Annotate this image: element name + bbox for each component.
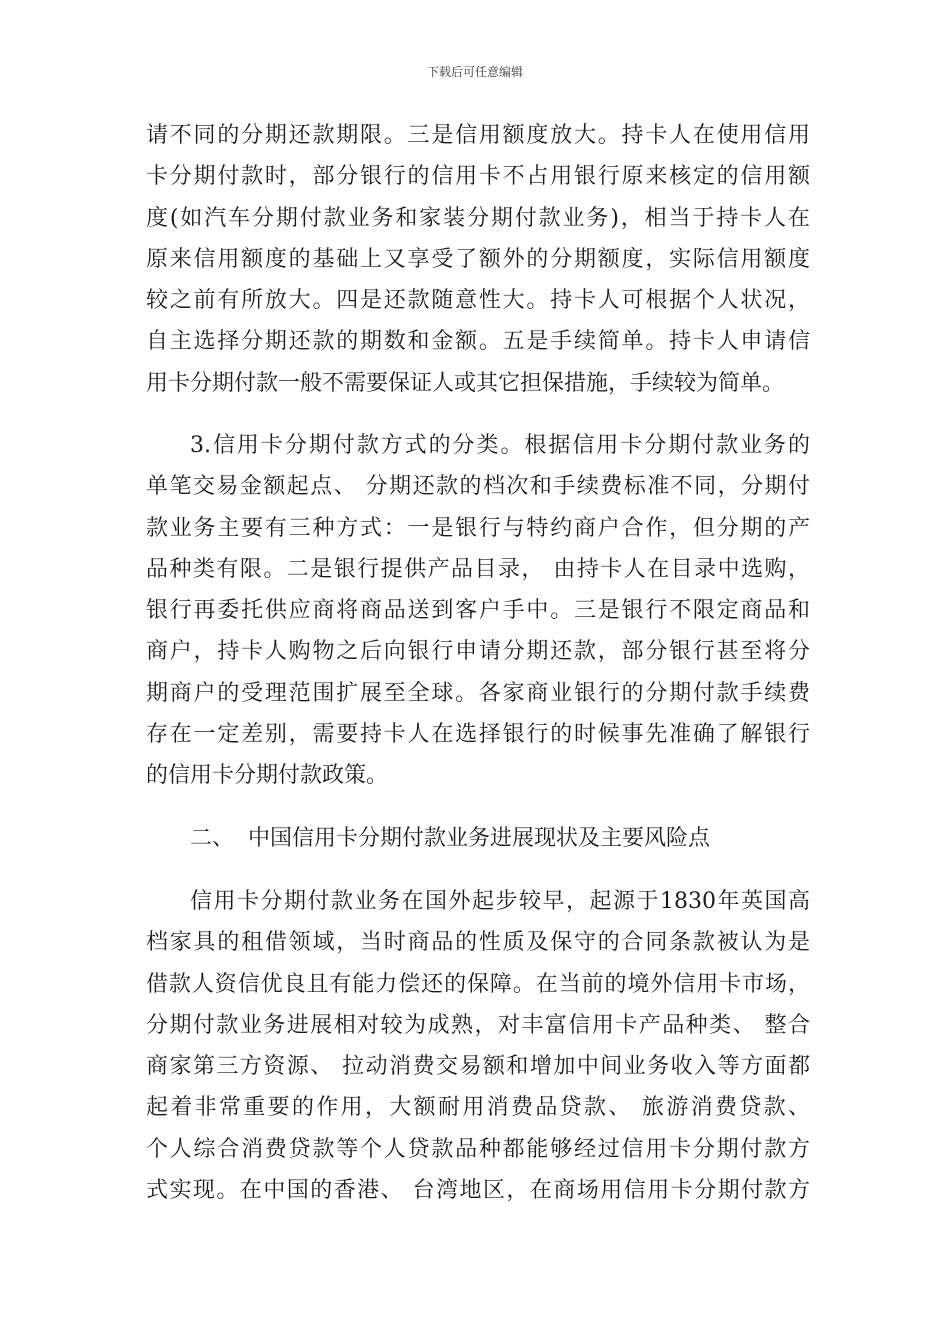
paragraph-line: 3.信用卡分期付款方式的分类。根据信用卡分期付款业务的 xyxy=(190,433,810,458)
paragraph-line: 分期付款业务进展相对较为成熟，对丰富信用卡产品种类、 整合 xyxy=(146,1012,810,1038)
paragraph-development-abroad xyxy=(146,881,810,1211)
paragraph-installment-features xyxy=(146,115,810,404)
paragraph-line: 请不同的分期还款期限。三是信用额度放大。持卡人在使用信用 xyxy=(146,123,810,148)
section-heading-text: 二、 中国信用卡分期付款业务进展现状及主要风险点 xyxy=(190,826,710,851)
paragraph-line: 较之前有所放大。四是还款随意性大。持卡人可根据个人状况， xyxy=(146,288,810,314)
paragraph-line: 期商户的受理范围扩展至全球。各家商业银行的分期付款手续费 xyxy=(146,680,810,706)
paragraph-line: 的信用卡分期付款政策。 xyxy=(146,763,389,789)
paragraph-installment-types xyxy=(146,425,810,797)
paragraph-line: 起着非常重要的作用，大额耐用消费品贷款、 旅游消费贷款、 xyxy=(146,1095,810,1121)
paragraph-line: 用卡分期付款一般不需要保证人或其它担保措施，手续较为简单。 xyxy=(146,370,785,396)
paragraph-line: 度(如汽车分期付款业务和家装分期付款业务)，相当于持卡人在 xyxy=(146,205,810,231)
paragraph-line: 信用卡分期付款业务在国外起步较早，起源于1830年英国高 xyxy=(190,889,810,914)
paragraph-line: 原来信用额度的基础上又享受了额外的分期额度，实际信用额度 xyxy=(146,246,810,272)
page-header: 下载后可任意编辑 xyxy=(426,65,523,79)
paragraph-line: 借款人资信优良且有能力偿还的保障。在当前的境外信用卡市场， xyxy=(146,971,810,997)
paragraph-line: 商户，持卡人购物之后向银行申请分期还款，部分银行甚至将分 xyxy=(146,639,810,665)
paragraph-line: 款业务主要有三种方式：一是银行与特约商户合作，但分期的产 xyxy=(146,515,810,541)
section-heading xyxy=(146,818,810,859)
paragraph-line: 卡分期付款时，部分银行的信用卡不占用银行原来核定的信用额 xyxy=(146,164,810,190)
paragraph-line: 自主选择分期还款的期数和金额。五是手续简单。持卡人申请信 xyxy=(146,329,810,355)
paragraph-line: 品种类有限。二是银行提供产品目录， 由持卡人在目录中选购， xyxy=(146,556,810,582)
paragraph-line: 单笔交易金额起点、 分期还款的档次和手续费标准不同，分期付 xyxy=(146,474,810,500)
paragraph-line: 档家具的租借领域，当时商品的性质及保守的合同条款被认为是 xyxy=(146,930,810,956)
paragraph-line: 存在一定差别，需要持卡人在选择银行的时候事先准确了解银行 xyxy=(146,722,810,748)
paragraph-line: 式实现。在中国的香港、 台湾地区，在商场用信用卡分期付款方 xyxy=(146,1178,810,1204)
paragraph-line: 银行再委托供应商将商品送到客户手中。三是银行不限定商品和 xyxy=(146,598,810,624)
paragraph-line: 商家第三方资源、 拉动消费交易额和增加中间业务收入等方面都 xyxy=(146,1054,810,1080)
paragraph-line: 个人综合消费贷款等个人贷款品种都能够经过信用卡分期付款方 xyxy=(146,1136,810,1162)
